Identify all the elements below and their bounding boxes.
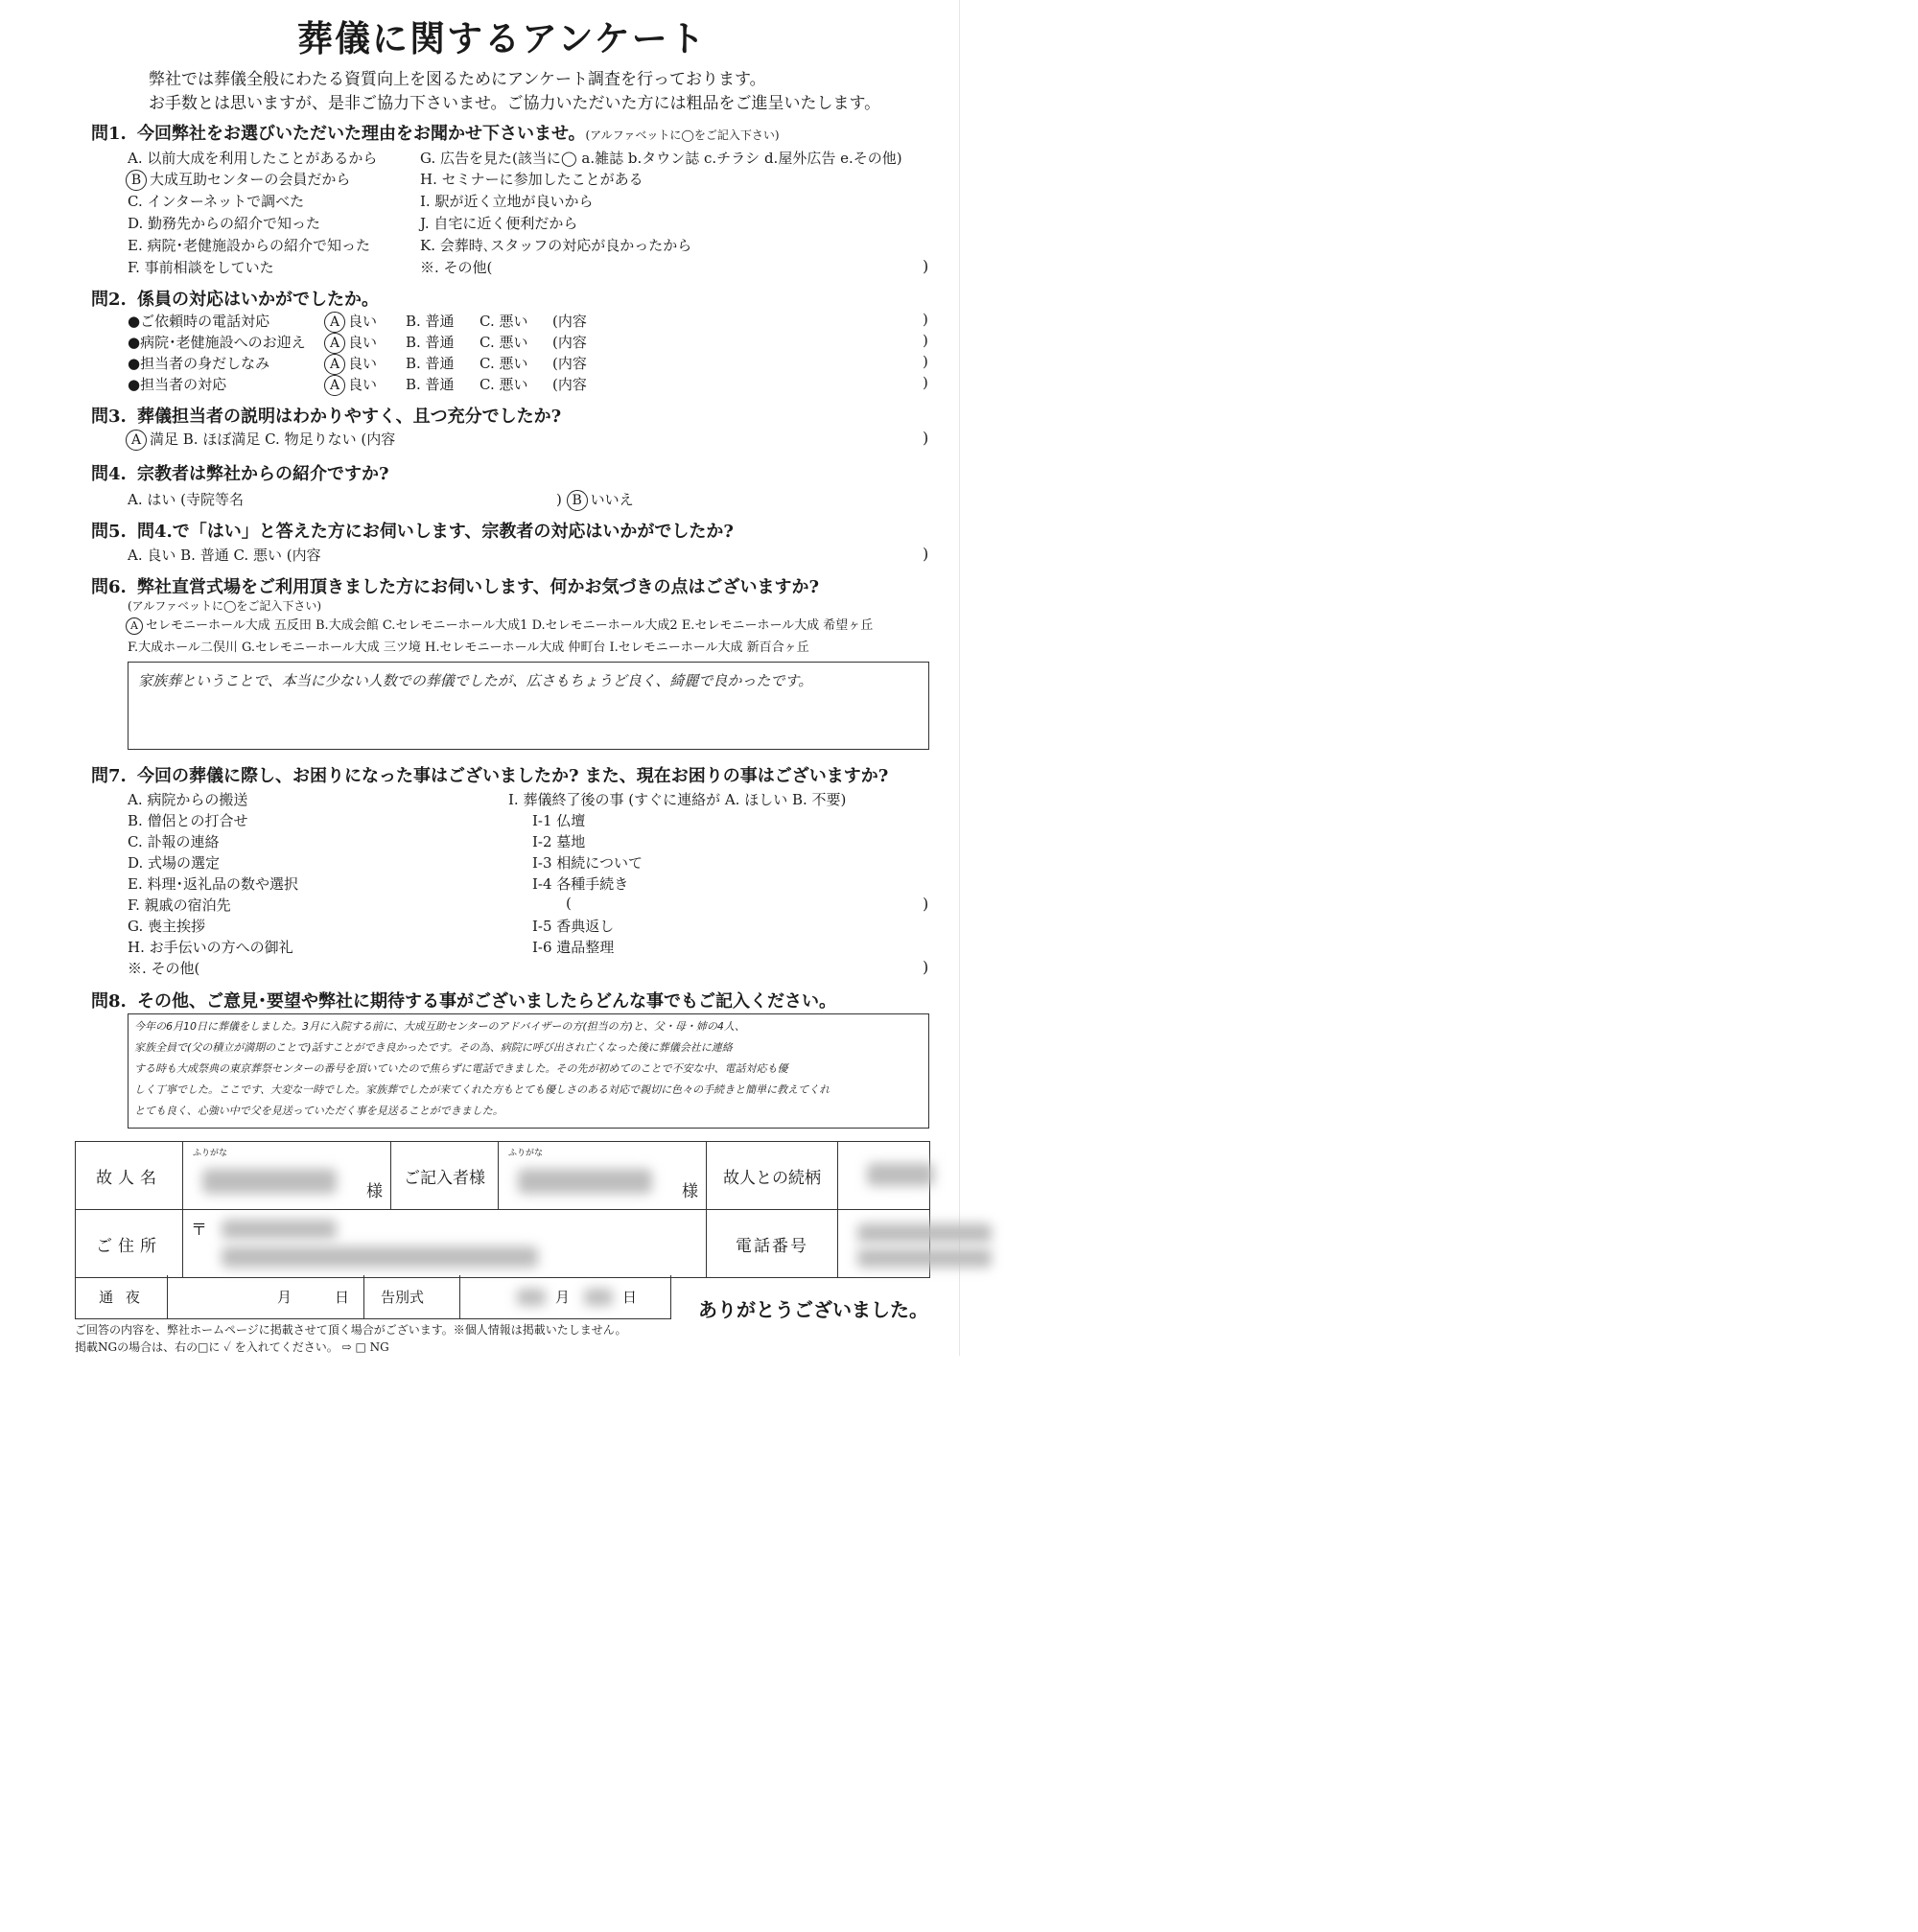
q8-heading: 問8. その他、ご意見･要望や弊社に期待する事がございましたらどんな事でもご記入ください。 (91, 991, 836, 1012)
funeral-label: 告別式 (381, 1289, 425, 1306)
q7-option-a: A. 病院からの搬送 (128, 791, 248, 808)
q2-heading: 問2. 係員の対応はいかがでしたか。 (91, 290, 379, 310)
intro-line-1: 弊社では葬儀全般にわたる資質向上を図るためにアンケート調査を行っております。 (149, 70, 766, 89)
q8-answer-line-5: とても良く、心強い中で父を見送っていただく事を見送ることができました。 (134, 1105, 503, 1117)
cell-border (459, 1275, 460, 1318)
intro-line-2: お手数とは思いますが、是非ご協力下さいませ。ご協力いただいた方には粗品をご進呈いたします。 (149, 94, 881, 113)
q2-row-phone: ●ご依頼時の電話対応 A 良い B. 普通 C. 悪い (内容 ) (128, 311, 269, 331)
address-cell (183, 1210, 707, 1278)
q7-close-paren-2: ) (923, 958, 929, 976)
footer-note-1: ご回答の内容を、弊社ホームページに掲載させて頂く場合がございます。※個人情報は掲載いたしません。 (75, 1323, 627, 1337)
redacted-date (584, 1289, 613, 1306)
q7-i6: I-6 遺品整理 (532, 939, 615, 956)
funeral-month: 月 (555, 1289, 571, 1306)
writer-name-cell: ふりがな 様 (499, 1142, 707, 1210)
q6-handwritten-answer: 家族葬ということで、本当に少ない人数での葬儀でしたが、広さもちょうど良く、綺麗で良かったです。 (138, 672, 813, 689)
redacted-relation (867, 1163, 934, 1186)
q2-row-service: ●担当者の対応 A 良い B. 普通 C. 悪い (内容 ) (128, 374, 226, 394)
address-label: ご住所 (76, 1210, 183, 1278)
q7-option-other: ※. その他( (128, 960, 200, 977)
q7-i4: I-4 各種手続き (532, 875, 629, 893)
phone-label: 電話番号 (707, 1210, 838, 1278)
footer-note-2: 掲載NGの場合は、右の□に ✓ を入れてください。 ⇨ □ NG (75, 1340, 389, 1354)
circled-answer-a: A (324, 375, 345, 396)
q6-venues-line-2: F.大成ホール二俣川 G.セレモニーホール大成 三ツ境 H.セレモニーホール大成 仲町台 I.セレモニーホール大成 新百合ヶ丘 (128, 640, 809, 655)
q7-option-h: H. お手伝いの方への御礼 (128, 939, 293, 956)
q7-i1: I-1 仏壇 (532, 812, 586, 829)
cell-border (167, 1275, 168, 1318)
redacted-name (518, 1169, 652, 1194)
wake-month: 月 (277, 1289, 292, 1306)
deceased-name-label: 故人名 (76, 1142, 183, 1210)
q6-note: (アルファベットに◯をご記入下さい) (128, 599, 322, 613)
q3-heading: 問3. 葬儀担当者の説明はわかりやすく、且つ充分でしたか? (91, 407, 562, 427)
q5-options: A. 良い B. 普通 C. 悪い (内容 (128, 547, 321, 564)
postal-mark: 〒 (191, 1221, 207, 1240)
q7-heading: 問7. 今回の葬儀に際し、お困りになった事はございましたか? また、現在お困りの事はございますか? (91, 766, 889, 786)
redacted-date (517, 1289, 546, 1306)
form-title: 葬儀に関するアンケート (297, 17, 707, 59)
circled-answer-b: B (126, 170, 147, 191)
circled-answer-a: A (126, 430, 147, 451)
q1-option-k: K. 会葬時､スタッフの対応が良かったから (420, 237, 692, 254)
q7-close-paren-1: ) (923, 895, 929, 913)
circled-answer-a: A (324, 354, 345, 375)
q8-answer-line-4: しく丁寧でした。ここです、大変な一時でした。家族葬でしたが来てくれた方もとても優しさのある対応で親切に色々の手続きと簡単に教えてくれ (134, 1083, 830, 1096)
q8-answer-line-3: する時も大成祭典の東京葬祭センターの番号を頂いていたので焦らずに電話できました。その先が初めてのことで不安な中、電話対応も優 (134, 1062, 788, 1075)
q8-answer-line-2: 家族全員で(父の積立が満期のことで)話すことができ良かったです。その為、病院に呼び出され亡くなった後に葬儀会社に連絡 (134, 1041, 733, 1054)
respondent-info-table (75, 1141, 930, 1278)
redacted-postal (222, 1220, 337, 1239)
q7-i4-paren: ( (566, 895, 572, 912)
dates-row (75, 1275, 671, 1319)
q1-option-c: C. インターネットで調べた (128, 193, 305, 210)
deceased-name-cell: ふりがな 様 (183, 1142, 391, 1210)
q7-i5: I-5 香典返し (532, 918, 615, 935)
handwritten-letter (959, 0, 1918, 1356)
q1-option-h: H. セミナーに参加したことがある (420, 171, 643, 188)
circled-answer-a: A (324, 312, 345, 333)
q7-option-b: B. 僧侶との打合せ (128, 812, 248, 829)
redacted-name (202, 1169, 337, 1194)
q2-row-appearance: ●担当者の身だしなみ A 良い B. 普通 C. 悪い (内容 ) (128, 353, 269, 373)
q3-close-paren: ) (923, 429, 929, 447)
q6-heading: 問6. 弊社直営式場をご利用頂きました方にお伺いします、何かお気づきの点はございますか? (91, 577, 820, 597)
q1-option-i: I. 駅が近く立地が良いから (420, 193, 594, 210)
relation-cell (838, 1142, 930, 1210)
cell-border (363, 1275, 364, 1318)
q8-answer-line-1: 今年の6月10日に葬儀をしました。3月に入院する前に、大成互助センターのアドバイザーの方(担当の方)と、父・母・姉の4人、 (134, 1020, 745, 1033)
q6-venues-line-1: A セレモニーホール大成 五反田 B.大成会館 C.セレモニーホール大成1 D.セレモニーホール大成2 E.セレモニーホール大成 希望ヶ丘 (126, 615, 873, 635)
furigana-label: ふりがな (193, 1149, 228, 1158)
redacted-address (222, 1246, 538, 1268)
q1-option-g: G. 広告を見た(該当に◯ a.雑誌 b.タウン誌 c.チラシ d.屋外広告 e.その他) (420, 150, 902, 167)
q7-option-e: E. 料理･返礼品の数や選択 (128, 875, 298, 893)
wake-day: 日 (335, 1289, 350, 1306)
relation-label: 故人との続柄 (707, 1142, 838, 1210)
q1-option-j: J. 自宅に近く便利だから (420, 215, 578, 232)
survey-form (0, 0, 959, 1356)
q5-heading: 問5. 問4.で「はい」と答えた方にお伺いします、宗教者の対応はいかがでしたか? (91, 522, 734, 542)
q2-row-pickup: ●病院･老健施設へのお迎え A 良い B. 普通 C. 悪い (内容 ) (128, 332, 306, 352)
q4-answer: ) B いいえ (556, 489, 634, 511)
writer-label: ご記入者様 (391, 1142, 499, 1210)
q6-comment-box (128, 662, 929, 750)
q3-options: A 満足 B. ほぼ満足 C. 物足りない (内容 (126, 429, 395, 451)
q1-option-a: A. 以前大成を利用したことがあるから (128, 150, 378, 167)
q1-close-paren: ) (923, 257, 929, 275)
phone-cell (838, 1210, 930, 1278)
funeral-day: 日 (622, 1289, 638, 1306)
thanks-message: ありがとうございました。 (698, 1298, 928, 1321)
circled-answer-b: B (567, 490, 588, 511)
q4-options: A. はい (寺院等名 (128, 491, 244, 508)
circled-answer-a: A (324, 333, 345, 354)
q8-comment-box (128, 1013, 929, 1129)
q1-option-d: D. 勤務先からの紹介で知った (128, 215, 321, 232)
q7-option-i-heading: I. 葬儀終了後の事 (すぐに連絡が A. ほしい B. 不要) (508, 791, 847, 808)
q7-option-d: D. 式場の選定 (128, 854, 221, 872)
q1-option-f: F. 事前相談をしていた (128, 259, 274, 276)
q7-i2: I-2 墓地 (532, 833, 586, 850)
circled-answer-a: A (126, 617, 143, 635)
table-row (76, 1142, 930, 1210)
q7-option-c: C. 訃報の連絡 (128, 833, 220, 850)
q1-heading: 問1. 今回弊社をお選びいただいた理由をお聞かせ下さいませ。(アルファベットに◯をご記入下さい) (91, 124, 780, 144)
wake-label: 通 夜 (99, 1289, 144, 1306)
q7-option-g: G. 喪主挨拶 (128, 918, 205, 935)
table-row (76, 1210, 930, 1278)
q7-i3: I-3 相続について (532, 854, 643, 872)
q4-heading: 問4. 宗教者は弊社からの紹介ですか? (91, 464, 389, 484)
q5-close-paren: ) (923, 545, 929, 563)
q7-option-f: F. 親戚の宿泊先 (128, 896, 231, 914)
q1-option-other: ※. その他( (420, 259, 493, 276)
q1-option-e: E. 病院･老健施設からの紹介で知った (128, 237, 370, 254)
q1-option-b: B 大成互助センターの会員だから (126, 169, 350, 191)
